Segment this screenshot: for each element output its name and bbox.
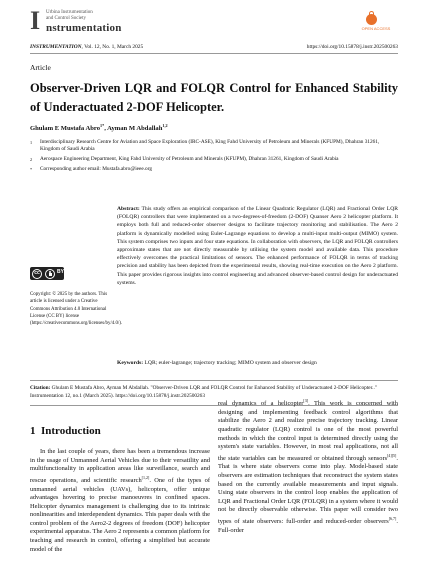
open-access-badge <box>354 14 398 32</box>
journal-logo-letter: I <box>30 6 41 35</box>
body-column-right <box>218 397 398 535</box>
affiliation-item <box>30 156 398 163</box>
body-text: . That is where state observers come into play. Model-based state observers are estimation techniques that reconstruct the system states based on the currently available measurements and input signals. Using state observers in the control loop enables the application of LQR and Fractional Order LQR (FOLQR) in a system where it would not be directly observable otherwise. This paper will consider two types of state observers: full-order and reduced-order observers <box>218 454 398 526</box>
corresponding-email[interactable]: Corresponding author email: Mustafa.abro@ieee.org <box>40 166 153 172</box>
author-affiliation-mark: 1* <box>100 123 105 128</box>
journal-logo-society <box>46 10 93 22</box>
copyright-notice: Copyright: © 2025 by the authors. This article is licensed under a Creative Commons Attribution 4.0 International License (CC BY) license (https://creativecommons.org/licenses/by/4.0/). <box>30 292 123 327</box>
journal-info-bar <box>30 43 398 54</box>
body-column-left <box>30 448 210 554</box>
author-list <box>30 123 168 132</box>
citation-text: Ghulam E Mustafa Abro, Ayman M Abdallah. "Observer-Driven LQR and FOLQR Control for Enhanced Stability of Underactuated 2-DOF Helicopter.." Instrumentation 12, no.1 (March 2025). https://doi.org/10.15878/j.instr.202500263 <box>30 385 377 399</box>
body-text: . Full-order <box>218 518 398 534</box>
section-heading <box>30 425 101 437</box>
open-access-icon <box>366 14 377 25</box>
keywords-text: LQR; euler-lagrange; trajectory tracking; MIMO system and observer design <box>143 360 317 366</box>
logo-society-line-1: Urbina Instrumentation <box>46 10 93 15</box>
abstract <box>117 205 398 287</box>
journal-logo-name: nstrumentation <box>46 22 122 34</box>
cc-license-badge[interactable] <box>30 267 64 280</box>
corresponding-author <box>30 166 398 173</box>
affiliation-text: Aerospace Engineering Department, King Fahd University of Petroleum and Minerals (KFUPM), Dhahran 31261, Kingdom of Saudi Arabia <box>40 156 339 163</box>
affiliations <box>30 139 398 176</box>
author-name: Ghulam E Mustafa Abro <box>30 125 101 133</box>
abstract-text: This study offers an empirical comparison of the Linear Quadratic Regulator (LQR) and Fractional Order LQR (FOLQR) controllers that were implemented on a two-degrees-of-freedom (2-DOF) Quanser Aero 2 helicopter platform. It employs both full and reduced-order observer designs to facilitate trajectory monitoring and stabilisation. The Aero 2 platform is dynamically modelled using Euler-Lagrange equations to develop a multi-input multi-output (MIMO) system. This system comprises two inputs and four state equations. In collaboration with observers, the LQR and FOLQR controllers approximate states that are not directly measurable by utilising the system model and available data. This procedure effectively overcomes the practical limitations of sensors. The enhanced performance of FOLQR in terms of tracking precision and stability has been depicted from the experimental results, showing real-time execution on the Aero 2 platform. This paper provides rigorous insights into control engineering and advanced observer-based control design for underactuated systems. <box>117 206 398 286</box>
section-number: 1 <box>30 425 36 437</box>
paper-title: Observer-Driven LQR and FOLQR Control for Enhanced Stability of Underactuated 2-DOF Helicopter. <box>30 81 398 114</box>
keywords <box>117 360 398 366</box>
section-title: Introduction <box>41 425 101 437</box>
reference-link[interactable]: [6,7] <box>388 515 397 521</box>
body-text: . This work is concerned with designing and implementing feedback control algorithms that stabilize the Aero 2 and realize precise trajectory tracking. Linear quadratic regulator (LQR) control is one of the most powerful methods in which the control input is determined directly using the system's state variables. However, in most real applications, not all the state variables can be measured or obtained through sensors <box>218 400 398 462</box>
affiliation-mark: * <box>30 167 33 172</box>
journal-header <box>30 8 398 42</box>
author-affiliation-mark: 1,2 <box>162 123 168 128</box>
reference-link[interactable]: [3] <box>303 398 309 403</box>
cc-icon: cc <box>32 269 42 279</box>
article-type-label: Article <box>30 63 51 72</box>
keywords-label: Keywords: <box>117 360 144 366</box>
affiliation-mark: 1 <box>30 140 33 145</box>
cc-badge-text: BY <box>57 269 64 275</box>
attribution-person-icon <box>45 269 55 279</box>
journal-name: INSTRUMENTATION <box>30 44 82 50</box>
citation-label: Citation: <box>30 385 51 391</box>
abstract-label: Abstract: <box>117 206 140 212</box>
author-separator: , <box>104 125 108 133</box>
reference-link[interactable]: [1,2] <box>141 474 150 480</box>
author-name: Ayman M Abdallah <box>107 125 163 133</box>
logo-society-line-2: and Control Society <box>46 16 86 21</box>
journal-volume: , Vol. 12, No. 1, March 2025 <box>81 44 144 50</box>
doi-link[interactable]: https://doi.org/10.15878/j.instr.202500263 <box>306 44 398 50</box>
body-text: . One of the types of unmanned aerial vehicles (UAVs), helicopters, offer unique advantages hovering to precise manoeuvres in confined spaces. Helicopter dynamics management is challenging due to its intrinsic nonlinearities and interdependent dynamics. This paper deals with the control problem of the Aero2-2 degrees of freedom (DOF) helicopter experimental apparatus. The Aero 2 represents a common platform for teaching and research in control, offering a simplified but accurate model of the <box>30 476 210 553</box>
affiliation-item <box>30 139 398 154</box>
body-text: real dynamics of a helicopter <box>218 400 304 408</box>
open-access-label: OPEN ACCESS <box>361 26 391 31</box>
affiliation-text: Interdisciplinary Research Centre for Aviation and Space Exploration (IRC-ASE), King Fahd University of Petroleum and Minerals (KFUPM), Dhahran 31261, Kingdom of Saudi Arabia <box>40 139 380 153</box>
reference-link[interactable]: [4][5] <box>387 452 397 458</box>
body-text: In the last couple of years, there has been a tremendous increase in the usage of Unmanned Aerial Vehicles due to their versatility and multifunctionality in application areas like surveillance, search and rescue operations, and scientific research <box>30 448 210 484</box>
journal-citation-line <box>30 44 143 50</box>
affiliation-mark: 2 <box>30 157 33 163</box>
